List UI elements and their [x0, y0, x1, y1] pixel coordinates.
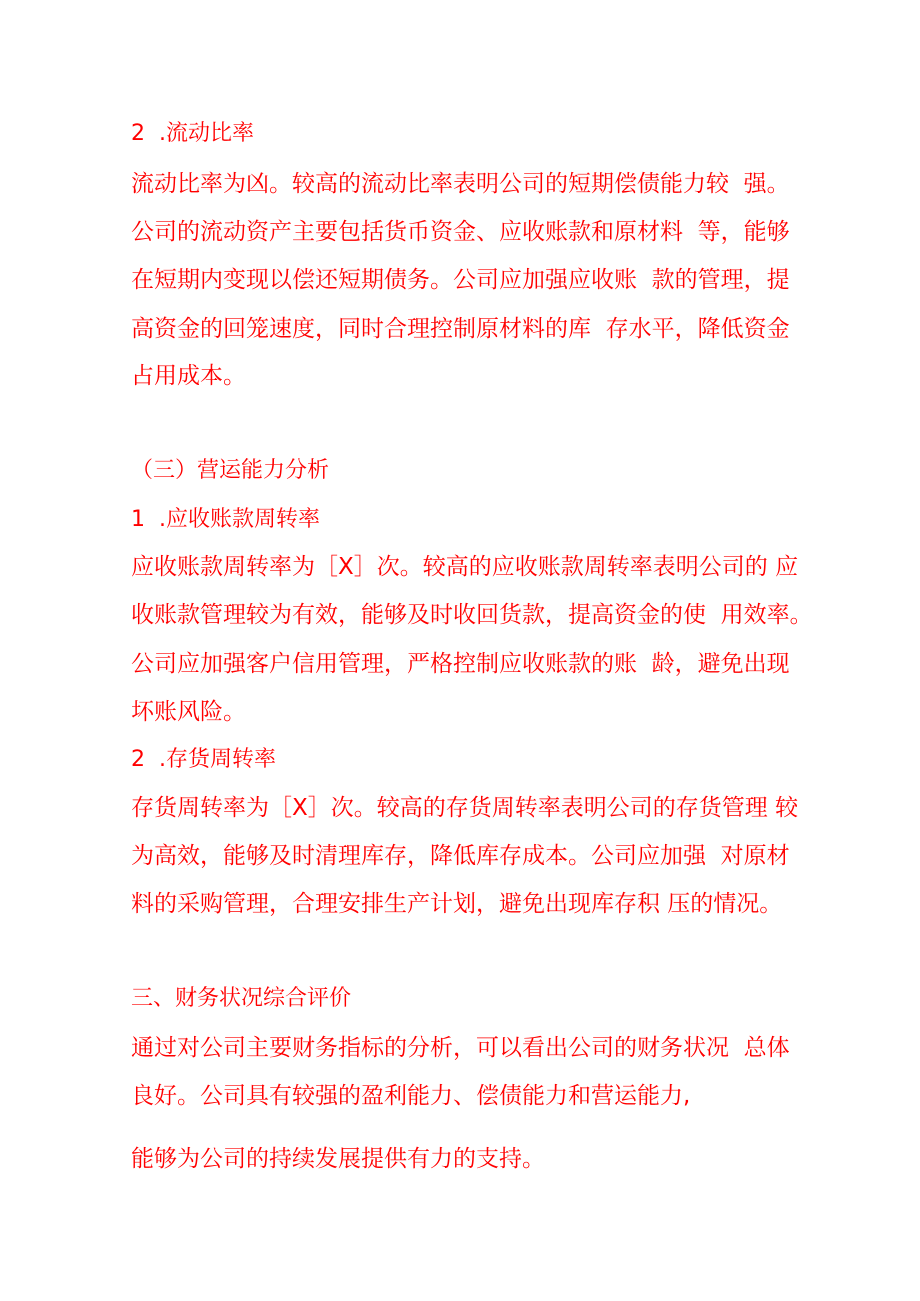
paragraph-line: 料的采购管理，合理安排生产计划，避免出现库存积 压的情况。 — [131, 891, 783, 917]
paragraph-line: 存货周转率为［X］次。较高的存货周转率表明公司的存货管理 较 — [131, 795, 799, 821]
section-heading-operating-capacity: （三）营运能力分析 — [131, 458, 330, 483]
section-heading-inventory-turnover: 2 .存货周转率 — [131, 747, 276, 772]
section-heading-current-ratio: 2 .流动比率 — [131, 121, 254, 146]
paragraph-line: 流动比率为凶。较高的流动比率表明公司的短期偿债能力较 强。 — [131, 171, 790, 197]
paragraph-line: 为高效，能够及时清理库存，降低库存成本。公司应加强 对原材 — [131, 843, 790, 869]
paragraph-line: 收账款管理较为有效，能够及时收回货款，提高资金的使 用效率。 — [131, 602, 813, 628]
paragraph-line: 公司的流动资产主要包括货币资金、应收账款和原材料 等，能够 — [131, 219, 790, 245]
paragraph-line: 能够为公司的持续发展提供有力的支持。 — [131, 1146, 545, 1172]
section-heading-overall-evaluation: 三、财务状况综合评价 — [131, 986, 352, 1011]
paragraph-line: 高资金的回笼速度，同时合理控制原材料的库 存水平，降低资金 — [131, 316, 790, 342]
paragraph-line: 占用成本。 — [131, 363, 246, 389]
section-heading-receivables-turnover: 1 .应收账款周转率 — [131, 507, 320, 532]
paragraph-line: 公司应加强客户信用管理，严格控制应收账款的账 龄，避免出现 — [131, 651, 790, 677]
paragraph-line: 良好。公司具有较强的盈利能力、偿债能力和营运能力, — [131, 1083, 691, 1109]
paragraph-line: 在短期内变现以偿还短期债务。公司应加强应收账 款的管理，提 — [131, 267, 790, 293]
paragraph-line: 应收账款周转率为［X］次。较高的应收账款周转率表明公司的 应 — [131, 554, 799, 580]
paragraph-line: 通过对公司主要财务指标的分析，可以看出公司的财务状况 总体 — [131, 1035, 790, 1061]
paragraph-line: 坏账风险。 — [131, 699, 246, 725]
